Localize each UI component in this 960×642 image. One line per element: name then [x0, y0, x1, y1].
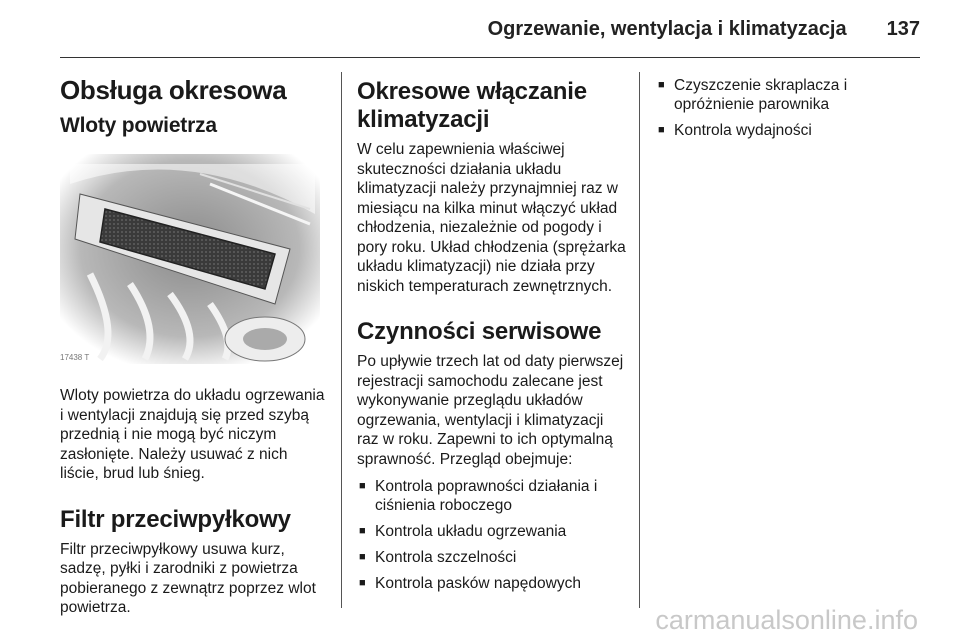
list-item: ■ Czyszczenie skraplacza i opróżnienie parownika [656, 76, 926, 114]
list-item: ■ Kontrola szczelności [357, 548, 627, 567]
list-item: ■ Kontrola wydajności [656, 121, 926, 140]
service-list-continued [656, 76, 926, 140]
column-middle [357, 72, 627, 600]
figure-code: 17438 T [60, 353, 90, 362]
pollen-filter-text: Filtr przeciwpyłkowy usuwa kurz, sadzę, pyłki i zarodniki z powietrza pobieranego z zewnątrz poprzez wlot powietrza. [60, 540, 316, 616]
chapter-title: Ogrzewanie, wentylacja i klimatyzacja [487, 18, 847, 40]
section-title: Obsługa okresowa [60, 75, 287, 105]
column-left [60, 72, 328, 618]
service-list [357, 477, 627, 593]
air-inlet-drawing [60, 154, 320, 364]
periodic-ac-heading: Okresowe włączanie klimatyzacji [357, 78, 587, 133]
column-right [656, 72, 926, 147]
air-inlets-heading: Wloty powietrza [60, 114, 217, 137]
page-header [488, 18, 920, 41]
list-item: ■ Kontrola układu ogrzewania [357, 522, 627, 541]
column-divider [639, 72, 640, 608]
periodic-ac-text: W celu zapewnienia właściwej skuteczności działania układu klimatyzacji należy przynajmniej raz w miesiącu na kilka minut włączyć układ chłodzenia, niezależnie od pogody i pory roku. Układ chłodzenia (sprężarka układu klimatyzacji) nie działa przy niskich temperaturach zewnętrznych. [357, 141, 626, 295]
air-inlet-illustration [60, 154, 320, 364]
list-item: ■ Kontrola pasków napędowych [357, 574, 627, 593]
list-item: ■ Kontrola poprawności działania i ciśnienia roboczego [357, 477, 627, 515]
page-number: 137 [886, 18, 920, 40]
column-divider [341, 72, 342, 608]
air-inlets-text: Wloty powietrza do układu ogrzewania i wentylacji znajdują się przed szybą przednią i nie mogą być niczym zasłonięte. Należy usuwać z nich liście, brud lub śnieg. [60, 387, 325, 482]
pollen-filter-heading: Filtr przeciwpyłkowy [60, 505, 291, 533]
watermark: carmanualsonline.info [655, 605, 918, 635]
service-heading: Czynności serwisowe [357, 318, 602, 345]
service-text: Po upływie trzech lat od daty pierwszej rejestracji samochodu zalecane jest wykonywanie przeglądu układów ogrzewania, wentylacji i klimatyzacji raz w roku. Zapewni to ich optymalną sprawność. Przegląd obejmuje: [357, 353, 624, 468]
header-rule [60, 57, 920, 58]
